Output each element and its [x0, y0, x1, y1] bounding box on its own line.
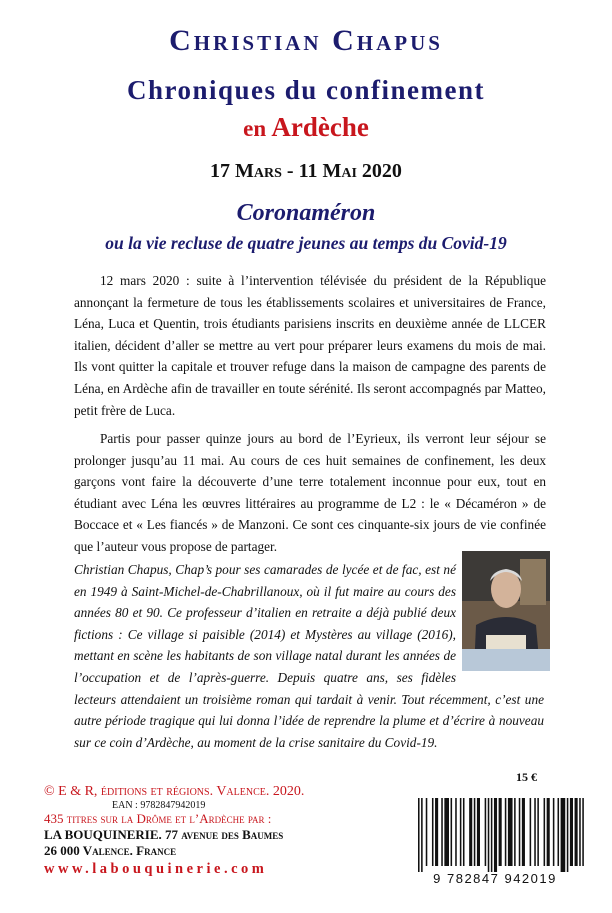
barcode-bar	[426, 798, 428, 866]
barcode-bar	[455, 798, 457, 866]
barcode-bar	[494, 798, 497, 872]
barcode-bar	[579, 798, 581, 866]
price: 15 €	[516, 770, 537, 784]
store-city: 26 000 Valence. France	[44, 843, 177, 858]
barcode	[404, 796, 586, 886]
author-bio	[74, 559, 544, 753]
barcode-bar	[432, 798, 434, 866]
synopsis-text-1: 12 mars 2020 : suite à l’intervention télévisée du président de la République annonçant la fermeture de tous les établissements scolaires et universitaires de France, Léna, Luca et Quentin, trois étudiants parisiens inscrits en deuxième année de LLCER italien, décident d’aller se mettre au vert pour préparer leurs examens du mois de mai. Ils vont quitter la capitale et trouver refuge dans la maison de campagne des parents de Léna, en Ardèche afin de travailler en toute sérénité. Ils seront accompagnés par Matteo, petit frère de Luca.	[74, 273, 546, 418]
barcode-bar	[537, 798, 539, 866]
ean: EAN : 9782847942019	[112, 800, 206, 811]
author-bio-text: Christian Chapus, Chap’s pour ses camarades de lycée et de fac, est né en 1949 à Saint-Michel-de-Chabrillanoux, où il fut maire au cours des années 80 et 90. Ce professeur d’italien en retraite a déjà publié deux fictions : Ce village si paisible (2014) et Mystères au village (2016), mettant en scène les habitants de son village natal durant les années de l’occupation et de l’après-guerre. Depuis quatre ans, ses fidèles lecteurs attendaient un troisième roman qui tardait à venir. Tout récemment, c’est une autre période tragique qui lui donna l’idée de reprendre la plume et d’écrire à nouveau sur ce coin d’Ardèche, au moment de la crise sanitaire du Covid-19.	[74, 562, 544, 750]
barcode-bar	[505, 798, 507, 866]
synopsis-paragraph-2	[74, 428, 546, 558]
barcode-bar	[451, 798, 453, 866]
barcode-bar	[474, 798, 476, 866]
subtitle-prefix: en	[243, 116, 267, 141]
author-name: Christian Chapus	[169, 24, 443, 57]
barcode-bar	[460, 798, 462, 866]
book-title: Coronaméron	[236, 200, 376, 226]
barcode-bar	[469, 798, 472, 866]
barcode-bar	[441, 798, 443, 866]
barcode-bar	[534, 798, 536, 866]
barcode-bar	[477, 798, 480, 866]
barcode-bar	[485, 798, 487, 866]
book-main-title: Chroniques du confinement	[126, 75, 486, 105]
tagline: ou la vie recluse de quatre jeunes au temps du Covid-19	[105, 233, 507, 253]
barcode-bar	[575, 798, 578, 866]
barcode-bar	[488, 798, 490, 872]
barcode-bar	[567, 798, 569, 872]
barcode-bar	[570, 798, 573, 866]
subtitle-region: Ardèche	[271, 112, 369, 142]
dates: 17 Mars - 11 Mai 2020	[210, 160, 402, 182]
barcode-bar	[508, 798, 513, 866]
barcode-bar	[519, 798, 521, 866]
barcode-bar	[435, 798, 438, 866]
store-address: LA BOUQUINERIE. 77 avenue des Baumes	[44, 827, 284, 842]
publisher-info	[44, 784, 364, 878]
barcode-bar	[499, 798, 502, 866]
barcode-bar	[514, 798, 516, 866]
barcode-bar	[463, 798, 465, 866]
copyright: © E & R, éditions et régions. Valence. 2020.	[44, 784, 305, 799]
synopsis-paragraph-1	[74, 270, 546, 421]
barcode-digits: 9 782847 942019	[433, 871, 557, 886]
author-photo	[462, 551, 550, 671]
barcode-bar	[561, 798, 566, 872]
barcode-bar	[444, 798, 449, 866]
barcode-bar	[522, 798, 525, 866]
distribution-text: 435 titres sur la Drôme et l’Ardèche par :	[44, 811, 272, 826]
barcode-bar	[418, 798, 420, 872]
book-subtitle	[0, 112, 612, 143]
website-link[interactable]: www.labouquinerie.com	[44, 861, 268, 877]
barcode-bar	[530, 798, 532, 866]
barcode-bar	[421, 798, 423, 872]
barcode-bar	[547, 798, 550, 866]
synopsis-text-2: Partis pour passer quinze jours au bord de l’Eyrieux, ils verront leur séjour se prolonger jusqu’au 11 mai. Au cours de ces huit semaines de confinement, les deux garçons vont faire la découverte d’une terre totalement inconnue pour eux, tout en étudiant avec Léna les œuvres littéraires au programme de L2 : le « Décaméron » de Boccace et « Les fiancés » de Manzoni. Ce sont ces cinquante-six jours de vie confinée que l’auteur vous propose de partager.	[74, 431, 546, 554]
barcode-bar	[491, 798, 493, 872]
barcode-bar	[582, 798, 584, 866]
barcode-bar	[558, 798, 560, 866]
barcode-bars	[418, 798, 584, 872]
barcode-bar	[544, 798, 546, 866]
barcode-bar	[553, 798, 555, 866]
